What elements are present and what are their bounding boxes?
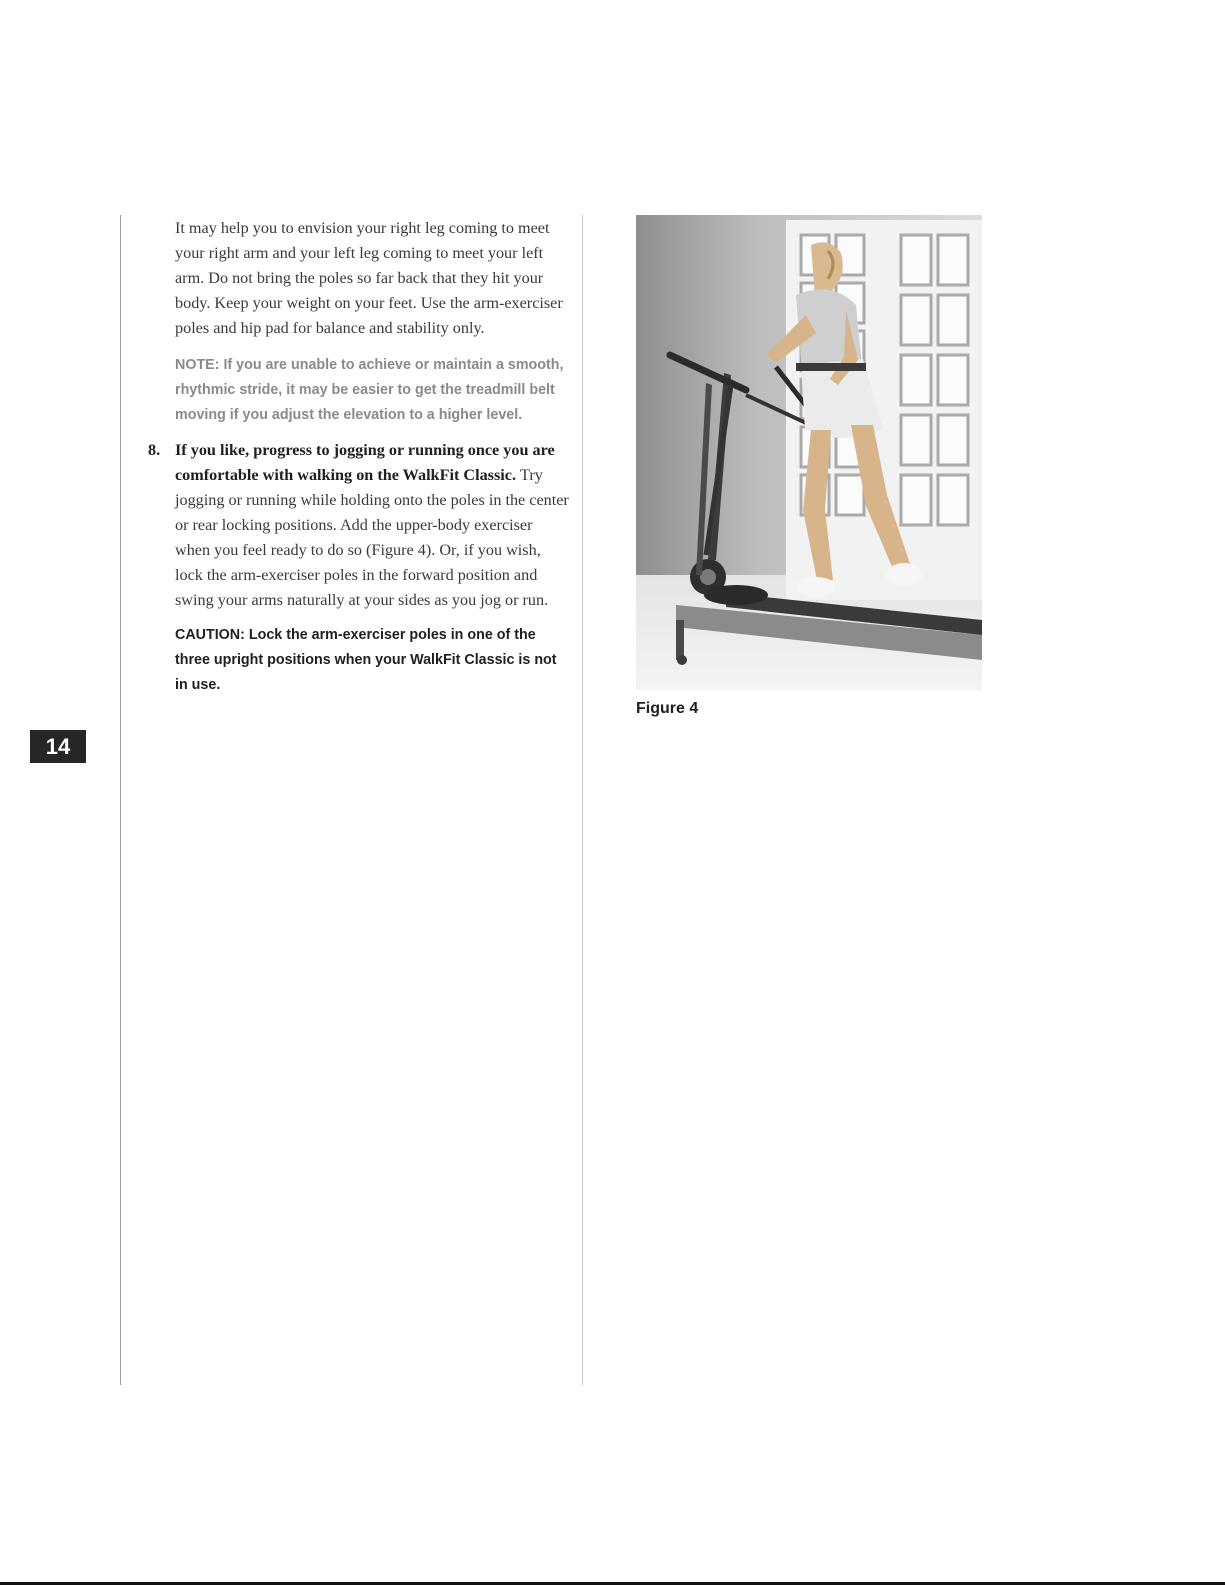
- step-8: [148, 438, 570, 613]
- text-column: [148, 216, 570, 698]
- step-lead-text: If you like, progress to jogging or running once you are comfortable with walking on the WalkFit Classic.: [175, 441, 555, 484]
- figure-4-photo: [636, 215, 982, 690]
- note-paragraph: NOTE: If you are unable to achieve or maintain a smooth, rhythmic stride, it may be easier to get the treadmill belt moving if you adjust the elevation to a higher level.: [175, 357, 564, 423]
- page-number: 14: [30, 730, 86, 763]
- left-margin-rule: [120, 215, 121, 1385]
- caution-paragraph: CAUTION: Lock the arm-exerciser poles in one of the three upright positions when your WalkFit Classic is not in use.: [175, 627, 557, 693]
- step-number: 8.: [148, 441, 161, 459]
- intro-paragraph: It may help you to envision your right leg coming to meet your right arm and your left leg coming to meet your left arm. Do not bring the poles so far back that they hit your body. Keep your weight on your feet. Use the arm-exerciser poles and hip pad for balance and stability only.: [175, 219, 563, 337]
- column-divider-rule: [582, 215, 583, 1385]
- step-body-text: Try jogging or running while holding onto the poles in the center or rear locking positions. Add the upper-body exerciser when you feel ready to do so (Figure 4). Or, if you wish, lock the arm-exerciser poles in the forward position and swing your arms naturally at your sides as you jog or run.: [175, 466, 569, 609]
- figure-caption: Figure 4: [636, 700, 699, 717]
